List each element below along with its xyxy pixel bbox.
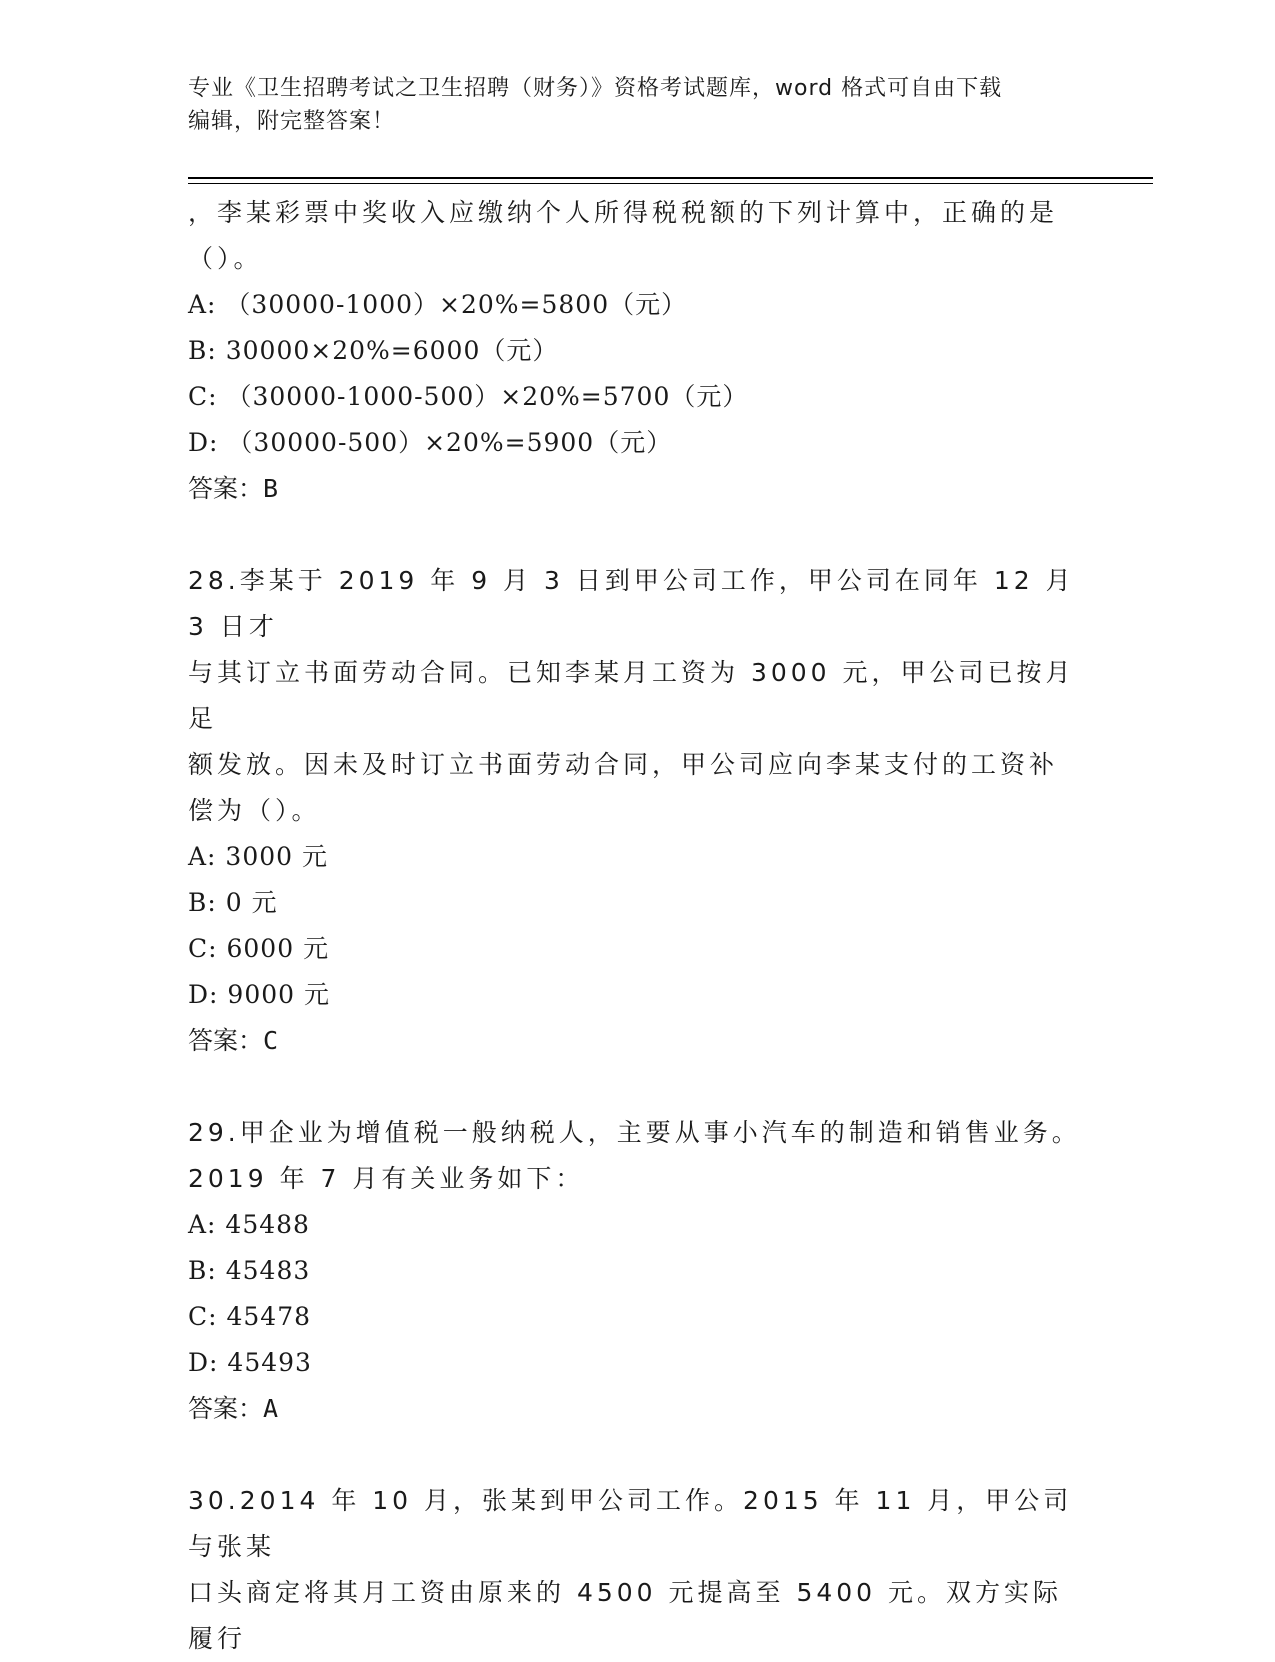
answer-value: B bbox=[263, 474, 279, 503]
question-text: ，李某彩票中奖收入应缴纳个人所得税税额的下列计算中，正确的是 bbox=[188, 198, 1059, 227]
header-line-2: 编辑，附完整答案！ bbox=[188, 109, 396, 134]
question-text: 2019 年 7 月有关业务如下： bbox=[188, 1164, 585, 1193]
option-b: B: 0 元 bbox=[188, 888, 278, 917]
question-text: 额发放。因未及时订立书面劳动合同，甲公司应向李某支付的工资补 bbox=[188, 750, 1059, 779]
answer bbox=[188, 1018, 1088, 1064]
question-list bbox=[188, 190, 1088, 1662]
header-divider-thin bbox=[188, 183, 1153, 184]
question-text: 28.李某于 2019 年 9 月 3 日到甲公司工作，甲公司在同年 12 月 3 日才 bbox=[188, 566, 1075, 641]
question-text: 30.2014 年 10 月，张某到甲公司工作。2015 年 11 月，甲公司与张某 bbox=[188, 1486, 1073, 1561]
question-27 bbox=[188, 190, 1088, 512]
option-c: C: 45478 bbox=[188, 1302, 312, 1331]
option-c: C: （30000-1000-500）×20%=5700（元） bbox=[188, 382, 749, 411]
option-b: B: 30000×20%=6000（元） bbox=[188, 336, 559, 365]
document-header bbox=[188, 72, 1088, 138]
option-b: B: 45483 bbox=[188, 1256, 311, 1285]
spacer bbox=[188, 512, 1088, 558]
header-divider-thick bbox=[188, 177, 1153, 179]
question-text: 偿为（）。 bbox=[188, 796, 321, 825]
answer bbox=[188, 466, 1088, 512]
option-a: A: 45488 bbox=[188, 1210, 310, 1239]
answer-label: 答案： bbox=[188, 1394, 264, 1423]
answer-label: 答案： bbox=[188, 474, 264, 503]
question-29 bbox=[188, 1110, 1088, 1432]
answer-label: 答案： bbox=[188, 1026, 264, 1055]
question-text: 口头商定将其月工资由原来的 4500 元提高至 5400 元。双方实际履行 bbox=[188, 1578, 1063, 1653]
option-a: A: （30000-1000）×20%=5800（元） bbox=[188, 290, 688, 319]
answer bbox=[188, 1386, 1088, 1432]
option-c: C: 6000 元 bbox=[188, 934, 330, 963]
question-text: 与其订立书面劳动合同。已知李某月工资为 3000 元，甲公司已按月足 bbox=[188, 658, 1075, 733]
question-text: （）。 bbox=[188, 244, 263, 273]
spacer bbox=[188, 1432, 1088, 1478]
question-28 bbox=[188, 558, 1088, 1064]
spacer bbox=[188, 1064, 1088, 1110]
option-d: D: 45493 bbox=[188, 1348, 312, 1377]
answer-value: A bbox=[263, 1394, 279, 1423]
answer-value: C bbox=[263, 1026, 279, 1055]
option-a: A: 3000 元 bbox=[188, 842, 328, 871]
question-text: 29.甲企业为增值税一般纳税人，主要从事小汽车的制造和销售业务。 bbox=[188, 1118, 1081, 1147]
option-d: D: （30000-500）×20%=5900（元） bbox=[188, 428, 673, 457]
header-line-1: 专业《卫生招聘考试之卫生招聘（财务）》资格考试题库，word 格式可自由下载 bbox=[188, 76, 1003, 101]
question-30 bbox=[188, 1478, 1088, 1662]
option-d: D: 9000 元 bbox=[188, 980, 330, 1009]
